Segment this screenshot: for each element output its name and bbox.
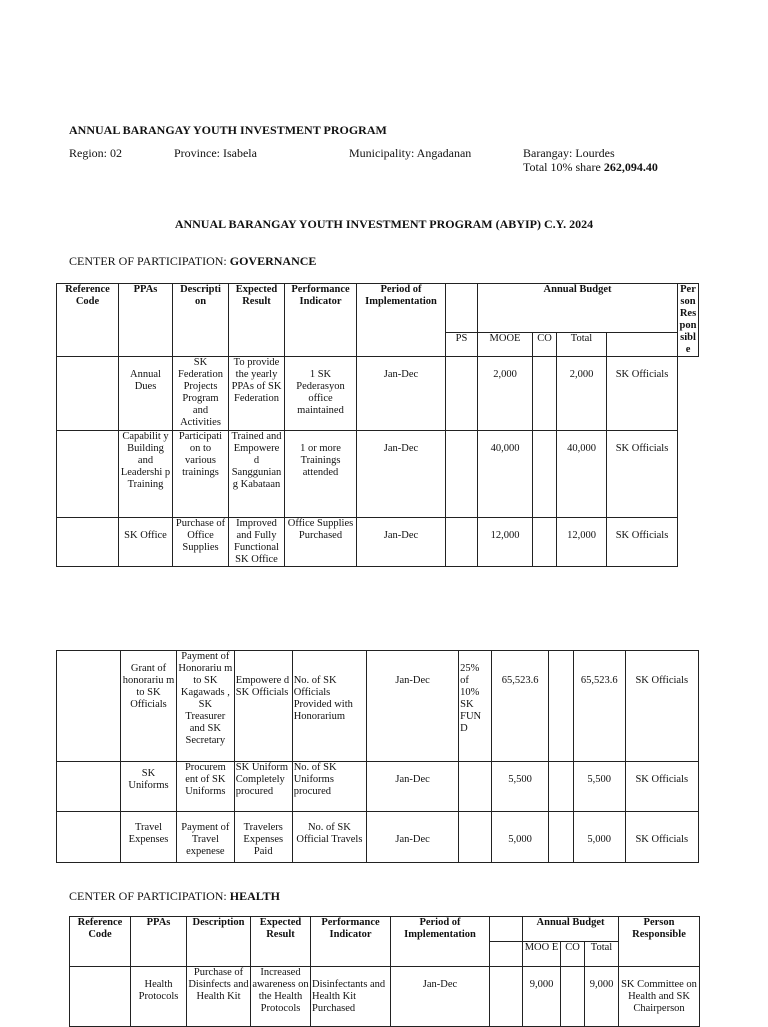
section-heading-health (69, 889, 280, 904)
section-name: GOVERNANCE (229, 254, 317, 268)
ref-code-cell (70, 967, 131, 1027)
person-cell: SK Officials (625, 651, 698, 762)
description-cell: Purchase of Disinfects and Health Kit (187, 967, 251, 1027)
header-ref-code: Reference Code (70, 917, 131, 967)
description-cell: SK Federation Projects Program and Activities (173, 357, 229, 431)
ref-code-cell (57, 812, 121, 863)
mooe-cell: 9,000 (523, 967, 561, 1027)
ppa-cell: SK Office (119, 518, 173, 567)
municipality-label: Municipality: Angadanan (349, 146, 472, 160)
header-person-responsible: Person Responsible (619, 917, 700, 967)
header-mooe: MOOE (478, 332, 533, 356)
header-period: Period of Implementation (357, 284, 446, 357)
co-cell (533, 518, 557, 567)
header-performance-indicator: Performance Indicator (285, 284, 357, 357)
table-row (57, 812, 699, 863)
mooe-cell: 2,000 (478, 357, 533, 431)
period-cell: Jan-Dec (367, 812, 459, 863)
header-ppas: PPAs (119, 284, 173, 357)
governance-table-continued (56, 650, 699, 863)
person-cell: SK Officials (625, 812, 698, 863)
header-total: Total (585, 942, 619, 967)
section-label: CENTER OF PARTICIPATION: (69, 889, 230, 903)
table-row (57, 518, 699, 567)
co-cell (549, 762, 574, 812)
indicator-cell: No. of SK Official Travels (292, 812, 366, 863)
ppa-cell: Travel Expenses (121, 812, 177, 863)
header-annual-budget: Annual Budget (478, 284, 678, 333)
total-share-label: Total 10% share (523, 160, 604, 174)
header-performance-indicator: Performance Indicator (311, 917, 391, 967)
period-cell: Jan-Dec (367, 651, 459, 762)
description-cell: Procurem ent of SK Uniforms (176, 762, 234, 812)
expected-cell: SK Uniform Completely procured (234, 762, 292, 812)
section-name: HEALTH (229, 889, 281, 903)
period-cell: Jan-Dec (357, 518, 446, 567)
header-total: Total (557, 332, 607, 356)
total-cell: 40,000 (557, 431, 607, 518)
header-ref-code: Reference Code (57, 284, 119, 357)
header-annual-budget: Annual Budget (523, 917, 619, 942)
co-cell (549, 812, 574, 863)
total-cell: 12,000 (557, 518, 607, 567)
document-title: ANNUAL BARANGAY YOUTH INVESTMENT PROGRAM (69, 123, 387, 137)
ref-code-cell (57, 762, 121, 812)
ref-code-cell (57, 651, 121, 762)
co-cell (533, 431, 557, 518)
total-cell: 65,523.6 (573, 651, 625, 762)
co-cell (549, 651, 574, 762)
header-description: Descripti on (173, 284, 229, 357)
person-cell: SK Officials (607, 518, 678, 567)
ref-code-cell (57, 357, 119, 431)
province-label: Province: Isabela (174, 146, 257, 160)
co-cell (561, 967, 585, 1027)
mooe-cell: 12,000 (478, 518, 533, 567)
expected-cell: Empowere d SK Officials (234, 651, 292, 762)
governance-table (56, 283, 699, 567)
ref-code-cell (57, 518, 119, 567)
header-ps: PS (446, 332, 478, 356)
total-share (523, 160, 658, 175)
ref-code-cell (57, 431, 119, 518)
period-cell: Jan-Dec (357, 431, 446, 518)
ppa-cell: Health Protocols (131, 967, 187, 1027)
indicator-cell: No. of SK Officials Provided with Honorarium (292, 651, 366, 762)
person-cell: SK Officials (607, 431, 678, 518)
health-table (69, 916, 700, 1027)
header-description: Description (187, 917, 251, 967)
period-cell: Jan-Dec (357, 357, 446, 431)
header-ppas: PPAs (131, 917, 187, 967)
header-ps (490, 942, 523, 967)
description-cell: Payment of Travel expenese (176, 812, 234, 863)
person-cell: SK Officials (625, 762, 698, 812)
indicator-cell: Disinfectants and Health Kit Purchased (311, 967, 391, 1027)
description-cell: Participati on to various trainings (173, 431, 229, 518)
person-cell: SK Committee on Health and SK Chairperson (619, 967, 700, 1027)
barangay-label: Barangay: Lourdes (523, 146, 615, 160)
period-cell: Jan-Dec (367, 762, 459, 812)
indicator-cell: Office Supplies Purchased (285, 518, 357, 567)
indicator-cell: 1 SK Pederasyon office maintained (285, 357, 357, 431)
table-row (57, 762, 699, 812)
ppa-cell: Grant of honorariu m to SK Officials (121, 651, 177, 762)
header-period: Period of Implementation (391, 917, 490, 967)
header-expected-result: Expected Result (229, 284, 285, 357)
ppa-cell: SK Uniforms (121, 762, 177, 812)
period-cell: Jan-Dec (391, 967, 490, 1027)
ps-cell: 25% of 10% SK FUN D (459, 651, 492, 762)
expected-cell: Travelers Expenses Paid (234, 812, 292, 863)
ps-cell (459, 762, 492, 812)
ps-cell (490, 967, 523, 1027)
header-co: CO (533, 332, 557, 356)
expected-cell: Improved and Fully Functional SK Office (229, 518, 285, 567)
mooe-cell: 40,000 (478, 431, 533, 518)
table-row (57, 431, 699, 518)
header-blank (446, 284, 478, 333)
ppa-cell: Capabilit y Building and Leadershi p Training (119, 431, 173, 518)
mooe-cell: 5,500 (492, 762, 549, 812)
mooe-cell: 5,000 (492, 812, 549, 863)
ps-cell (446, 357, 478, 431)
program-title: ANNUAL BARANGAY YOUTH INVESTMENT PROGRAM (ABYIP) C.Y. 2024 (174, 217, 594, 231)
total-share-value: 262,094.40 (603, 160, 658, 174)
co-cell (533, 357, 557, 431)
expected-cell: To provide the yearly PPAs of SK Federation (229, 357, 285, 431)
total-cell: 2,000 (557, 357, 607, 431)
ps-cell (446, 518, 478, 567)
total-cell: 9,000 (585, 967, 619, 1027)
total-cell: 5,500 (573, 762, 625, 812)
indicator-cell: No. of SK Uniforms procured (292, 762, 366, 812)
region-label: Region: 02 (69, 146, 122, 160)
table-row (57, 357, 699, 431)
header-expected-result: Expected Result (251, 917, 311, 967)
table-row (70, 967, 700, 1027)
ps-cell (459, 812, 492, 863)
ps-cell (446, 431, 478, 518)
indicator-cell: 1 or more Trainings attended (285, 431, 357, 518)
person-cell: SK Officials (607, 357, 678, 431)
ppa-cell: Annual Dues (119, 357, 173, 431)
description-cell: Purchase of Office Supplies (173, 518, 229, 567)
mooe-cell: 65,523.6 (492, 651, 549, 762)
header-mooe: MOO E (523, 942, 561, 967)
description-cell: Payment of Honorariu m to SK Kagawads , SK Treasurer and SK Secretary (176, 651, 234, 762)
section-label: CENTER OF PARTICIPATION: (69, 254, 230, 268)
table-row (57, 651, 699, 762)
header-blank (490, 917, 523, 942)
header-person-responsible: Person Responsible (678, 284, 699, 357)
header-co: CO (561, 942, 585, 967)
total-cell: 5,000 (573, 812, 625, 863)
expected-cell: Trained and Empowere d Sanggunian g Kabataan (229, 431, 285, 518)
section-heading-governance (69, 254, 316, 269)
expected-cell: Increased awareness on the Health Protocols (251, 967, 311, 1027)
